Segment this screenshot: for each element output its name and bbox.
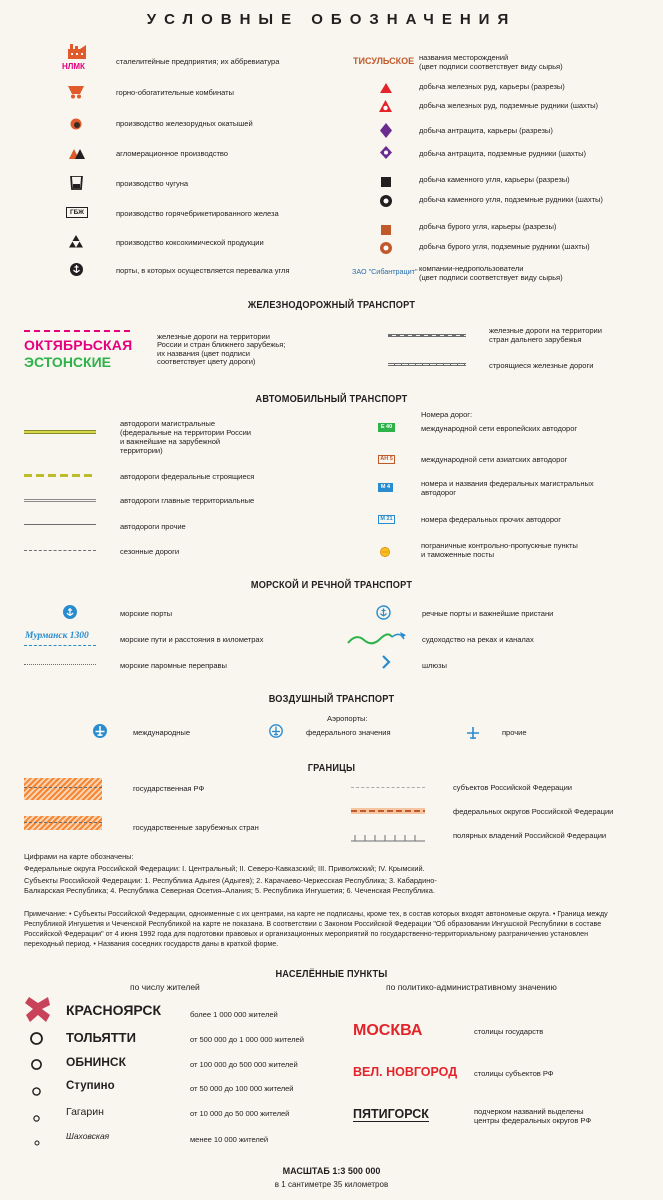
subject-capital-name: ВЕЛ. НОВГОРОД [353, 1065, 458, 1079]
legend-label: добыча бурого угля, карьеры (разрезы) [419, 222, 557, 231]
lock-chevron-icon [382, 655, 391, 674]
rail-name-magenta: ОКТЯБРЬСКАЯ [24, 337, 133, 353]
sea-label: морские паромные переправы [120, 661, 227, 670]
road-label: автодороги магистральные [120, 419, 216, 428]
capital-label: подчерком названий выделены [474, 1107, 584, 1116]
sea-label: шлюзы [422, 661, 447, 670]
mining-cart-icon [68, 85, 84, 104]
city-100k-icon [31, 1057, 42, 1075]
digits-title: Цифрами на карте обозначены: [24, 852, 134, 861]
deposit-label: (цвет подписи соответствует виду сырья) [419, 62, 563, 71]
city-name: Ступино [66, 1080, 115, 1092]
capital-label: центры федеральных округов РФ [474, 1116, 592, 1125]
sea-port-icon [63, 605, 77, 624]
legend-label: добыча каменного угля, подземные рудники (шахты) [419, 195, 603, 204]
company-label: компании-недропользователи [419, 264, 524, 273]
settlements-sub-left: по числу жителей [130, 982, 200, 992]
capital-name: МОСКВА [353, 1022, 423, 1039]
road-number-label: номера федеральных прочих автодорог [421, 515, 561, 524]
digits-line: Субъекты Российской Федерации: 1. Республика Адыгея (Адыгея); 2. Карачаево-Черкесская Республика; 3. Кабардино- [24, 876, 437, 885]
borders-heading: ГРАНИЦЫ [307, 763, 356, 774]
road-label: территории) [120, 446, 163, 455]
sea-route-label: Мурманск 1300 [25, 631, 89, 641]
road-badge-m21: M 21 [378, 515, 395, 524]
scale-sub: в 1 сантиметре 35 километров [274, 1180, 389, 1189]
hbi-abbr: ГБЖ [69, 209, 85, 216]
city-name: Гагарин [66, 1106, 104, 1118]
border-label: государственные зарубежных стран [133, 823, 259, 832]
sea-label: речные порты и важнейшие пристани [422, 609, 554, 618]
border-rf-swatch [24, 778, 102, 800]
federal-airport-icon [269, 724, 283, 743]
settlements-sub-right: по политико-административному значению [386, 982, 557, 992]
city-name: КРАСНОЯРСК [66, 1002, 162, 1018]
iron-ore-mine-icon [379, 99, 392, 117]
note-line: Республикой Ингушетия и Чеченской Республикой на карте не показана. В соответствии с Законом Российской Федерации "Об образовании Ингушской Республики в составе [24, 920, 602, 928]
sea-ferry-line [24, 664, 96, 665]
city-name: ОБНИНСК [66, 1055, 126, 1069]
sea-label: морские порты [120, 609, 173, 618]
digits-line: Балкарская Республика; 4. Республика Северная Осетия–Алания; 5. Республика Ингушетия; 6. Чеченская Республика. [24, 886, 435, 895]
rail-construction-line [388, 363, 466, 366]
road-label: (федеральные на территории России [120, 428, 251, 437]
road-numbers-title: Номера дорог: [421, 410, 473, 419]
anthracite-quarry-icon [380, 123, 392, 143]
airport-label: прочие [502, 728, 527, 737]
rail-label: стран дальнего зарубежья [489, 335, 582, 344]
rail-label: соответствует цвету дороги) [157, 357, 256, 366]
road-label: автодороги прочие [120, 522, 186, 531]
airports-label: Аэропорты: [327, 714, 368, 723]
road-badge-e: E 40 [378, 423, 395, 432]
sea-heading: МОРСКОЙ И РЕЧНОЙ ТРАНСПОРТ [250, 580, 413, 591]
river-port-icon [376, 605, 391, 625]
legend-label: добыча железных руд, подземные рудники (шахты) [419, 101, 599, 110]
road-seasonal [24, 550, 96, 551]
sea-label: судоходство на реках и каналах [422, 635, 534, 644]
legend-label: добыча железных руд, карьеры (разрезы) [419, 82, 565, 91]
note-line: Примечание: • Субъекты Российской Федерации, одноименные с их центрами, на карте не подписаны, кроме тех, в состав которых входят автономные округа. • Граница между [24, 910, 608, 918]
road-number-label: международной сети азиатских автодорог [421, 455, 568, 464]
coke-icon [69, 235, 83, 253]
road-number-label: международной сети европейских автодорог [421, 424, 578, 433]
other-airport-icon [467, 726, 479, 744]
auto-heading: АВТОМОБИЛЬНЫЙ ТРАНСПОРТ [255, 394, 408, 405]
road-number-label: автодорог [421, 488, 456, 497]
company-name: ЗАО "Сибантрацит" [352, 267, 418, 276]
road-label: и важнейшие на зарубежной [120, 437, 221, 446]
rail-label: их названия (цвет подписи [157, 349, 250, 358]
border-rf-line [24, 787, 102, 788]
road-number-label: номера и названия федеральных магистральных [421, 479, 594, 488]
sea-label: морские пути и расстояния в километрах [120, 635, 264, 644]
hbi-icon [66, 207, 88, 218]
city-10k-icon [33, 1109, 40, 1127]
city-label: от 100 000 до 500 000 жителей [190, 1060, 298, 1069]
capital-label: столицы субъектов РФ [474, 1069, 554, 1078]
legend-label: агломерационное производство [116, 149, 228, 158]
rail-label: железные дороги на территории [157, 332, 270, 341]
city-label: от 50 000 до 100 000 жителей [190, 1084, 294, 1093]
city-label: менее 10 000 жителей [190, 1135, 269, 1144]
note-line: переходный период. • Названия соседних государств даны в краткой форме. [24, 940, 279, 948]
anthracite-mine-icon [380, 146, 392, 164]
border-label: полярных владений Российской Федерации [453, 831, 607, 840]
road-label: автодороги главные территориальные [120, 496, 255, 505]
border-label: субъектов Российской Федерации [453, 783, 572, 792]
steel-plant-icon [66, 44, 88, 59]
border-foreign-line [24, 822, 102, 823]
rail-label: железные дороги на территории [489, 326, 602, 335]
legend-title: УСЛОВНЫЕ ОБОЗНАЧЕНИЯ [146, 11, 517, 28]
air-heading: ВОЗДУШНЫЙ ТРАНСПОРТ [268, 694, 395, 705]
city-label: от 500 000 до 1 000 000 жителей [190, 1035, 304, 1044]
legend-label: добыча каменного угля, карьеры (разрезы) [419, 175, 570, 184]
road-number-label: пограничные контрольно-пропускные пункты [421, 541, 578, 550]
rail-label: строящиеся железные дороги [489, 361, 594, 370]
border-foreign-swatch [24, 816, 102, 830]
sea-route-line [24, 645, 96, 646]
city-name: ТОЛЬЯТТИ [66, 1030, 136, 1045]
legend-label: порты, в которых осуществляется перевалка угля [116, 266, 290, 275]
road-label: сезонные дороги [120, 547, 180, 556]
capital-label: столицы государств [474, 1027, 544, 1036]
border-label: государственная РФ [133, 784, 205, 793]
deposit-label: названия месторождений [419, 53, 509, 62]
city-label: от 10 000 до 50 000 жителей [190, 1109, 290, 1118]
rail-line-magenta [24, 330, 130, 332]
legend-label: добыча бурого угля, подземные рудники (шахты) [419, 242, 590, 251]
rail-label: России и стран ближнего зарубежья; [157, 340, 286, 349]
road-federal-construction [24, 474, 96, 477]
road-number-label: и таможенные посты [421, 550, 494, 559]
agglomeration-icon [69, 147, 85, 165]
legend-label: сталелитейные предприятия; их аббревиатура [116, 57, 280, 66]
city-label: более 1 000 000 жителей [190, 1010, 278, 1019]
border-fo-line [351, 808, 425, 814]
rail-name-green: ЭСТОНСКИЕ [24, 354, 111, 370]
city-million-icon [24, 995, 52, 1028]
steel-plant-abbr: НЛМК [62, 62, 85, 71]
lignite-quarry-icon [381, 222, 391, 240]
border-checkpoint-icon [380, 544, 390, 562]
road-badge-m: M 4 [378, 483, 393, 492]
legend-label: горно-обогатительные комбинаты [116, 88, 234, 97]
border-polar-line [351, 829, 425, 847]
legend-label: производство железорудных окатышей [116, 119, 253, 128]
road-other [24, 524, 96, 525]
lignite-mine-icon [380, 241, 392, 259]
legend-label: добыча антрацита, карьеры (разрезы) [419, 126, 553, 135]
city-500k-icon [30, 1032, 43, 1050]
city-50k-icon [32, 1083, 41, 1101]
river-shipping-icon [346, 629, 408, 652]
note-line: Российской Федерации" от 4 июня 1992 года для подготовки правовых и организационных мероприятий по государственно-территориальному разграничению установлен [24, 930, 589, 938]
coal-mine-icon [380, 194, 392, 212]
digits-line: Федеральные округа Российской Федерации: I. Центральный; II. Северо-Кавказский; III. Приволжский; IV. Крымский. [24, 864, 425, 873]
road-highway [24, 430, 96, 434]
coal-port-icon [70, 263, 83, 281]
rail-foreign-line [388, 334, 466, 337]
city-name: Шаховская [66, 1131, 110, 1141]
international-airport-icon [93, 724, 107, 743]
legend-label: добыча антрацита, подземные рудники (шахты) [419, 149, 587, 158]
settlements-heading: НАСЕЛЁННЫЕ ПУНКТЫ [275, 969, 388, 980]
border-subject-line [351, 787, 425, 788]
border-label: федеральных округов Российской Федерации [453, 807, 614, 816]
airport-label: международные [133, 728, 191, 737]
village-icon [34, 1133, 40, 1151]
fo-center-name: ПЯТИГОРСК [353, 1107, 429, 1121]
road-badge-ah: AH 5 [378, 455, 395, 464]
rail-heading: ЖЕЛЕЗНОДОРОЖНЫЙ ТРАНСПОРТ [247, 300, 416, 311]
company-label: (цвет подписи соответствует виду сырья) [419, 273, 563, 282]
coal-quarry-icon [381, 174, 391, 192]
legend-label: производство горячебрикетированного железа [116, 209, 279, 218]
pellet-icon [70, 117, 82, 135]
road-main [24, 499, 96, 502]
iron-ore-quarry-icon [380, 80, 392, 98]
cast-iron-icon [70, 176, 83, 195]
road-label: автодороги федеральные строящиеся [120, 472, 255, 481]
airport-label: федерального значения [306, 728, 391, 737]
deposit-name: ТИСУЛЬСКОЕ [353, 56, 415, 66]
scale-title: МАСШТАБ 1:3 500 000 [282, 1166, 381, 1176]
legend-label: производство чугуна [116, 179, 189, 188]
legend-label: производство коксохимической продукции [116, 238, 264, 247]
